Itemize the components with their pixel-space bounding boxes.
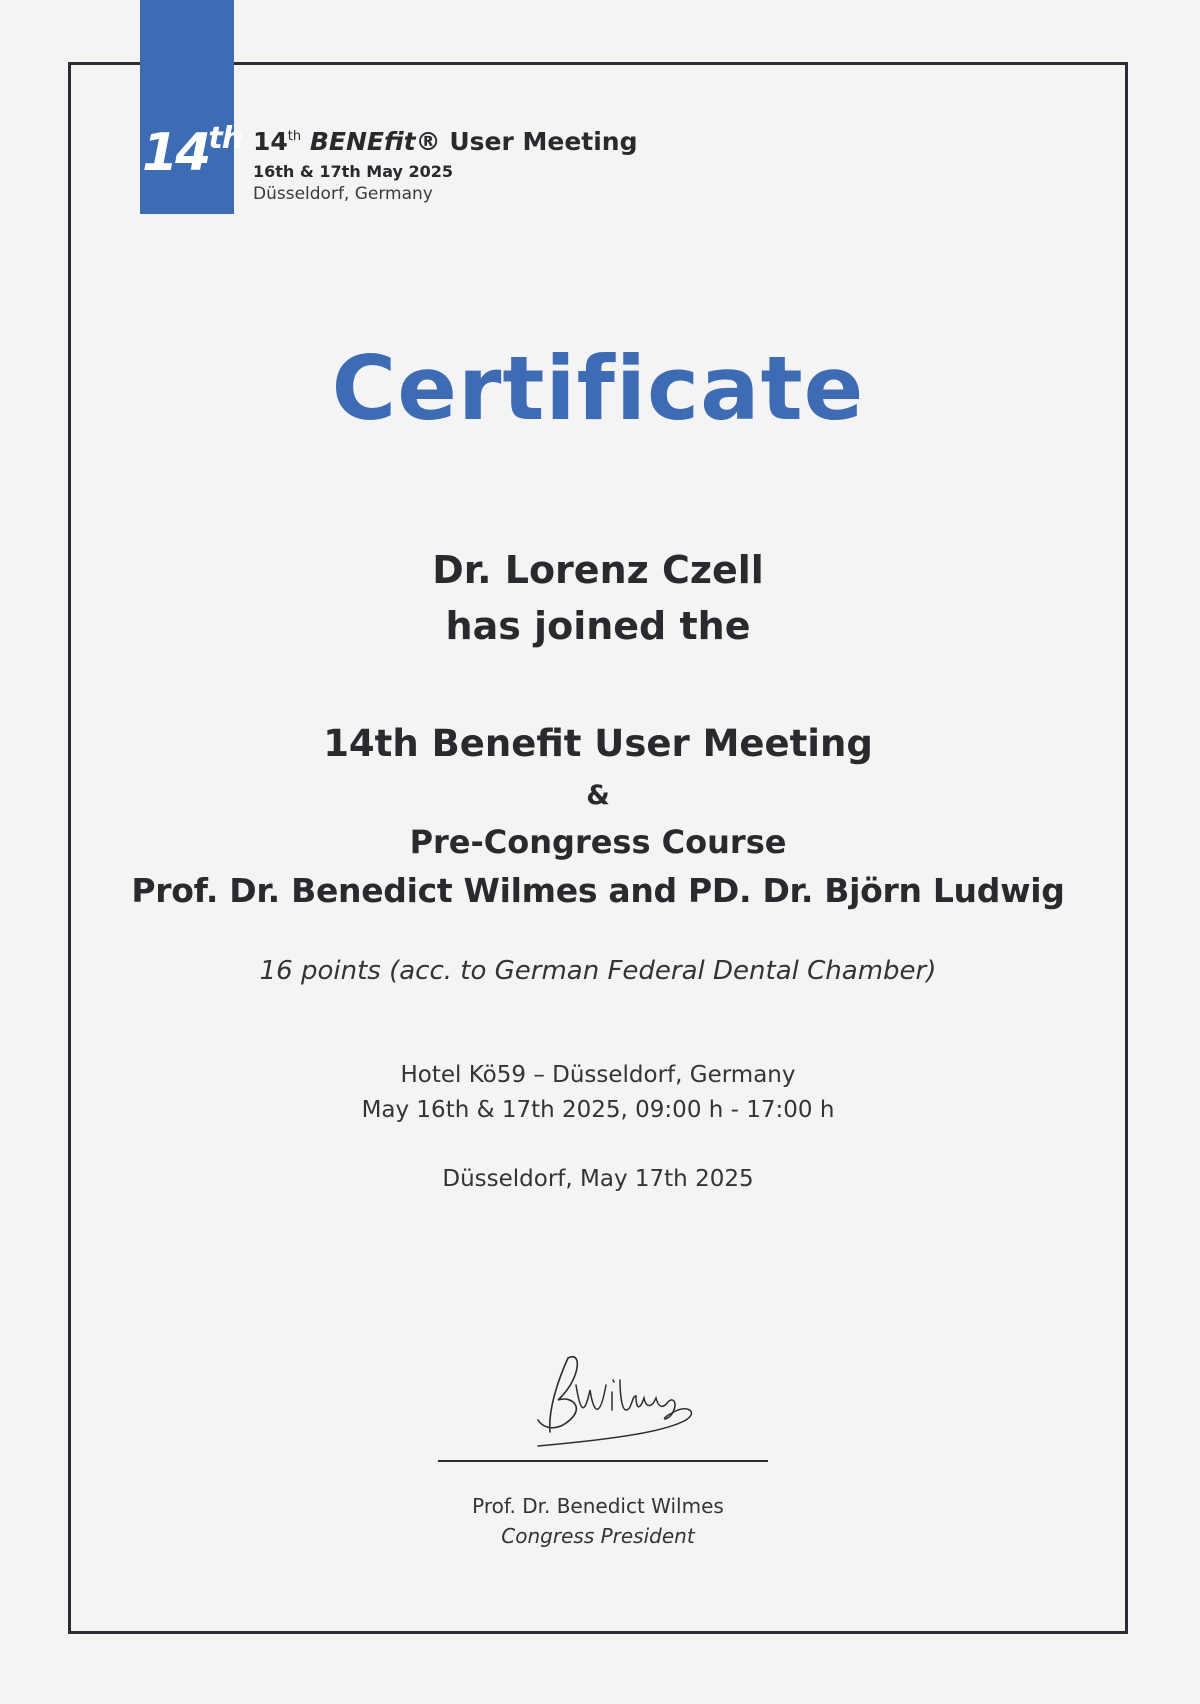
event-dates: 16th & 17th May 2025	[253, 161, 454, 181]
venue: Hotel Kö59 – Düsseldorf, Germany	[400, 1062, 796, 1088]
joined-text: has joined the	[445, 604, 751, 648]
signature-line	[438, 1460, 768, 1462]
event-header	[253, 128, 638, 204]
recipient-name: Dr. Lorenz Czell	[432, 548, 764, 592]
ampersand: &	[586, 780, 610, 811]
event-logo-badge	[140, 0, 243, 214]
event-name: 14th Benefit User Meeting	[323, 722, 873, 765]
event-location: Düsseldorf, Germany	[253, 183, 433, 204]
course-name: Pre-Congress Course	[409, 823, 787, 861]
certificate-title: Certificate	[331, 337, 865, 440]
signature-image	[528, 1340, 708, 1450]
course-lecturers: Prof. Dr. Benedict Wilmes and PD. Dr. Björn Ludwig	[131, 871, 1065, 910]
event-datetime: May 16th & 17th 2025, 09:00 h - 17:00 h	[361, 1097, 835, 1123]
cme-points: 16 points (acc. to German Federal Dental Chamber)	[259, 956, 937, 986]
signer-role: Congress President	[501, 1524, 695, 1548]
event-title: 14th BENEfit® User Meeting	[253, 127, 638, 156]
place-and-date: Düsseldorf, May 17th 2025	[442, 1166, 754, 1192]
badge-number: 14th	[142, 121, 243, 183]
signer-name: Prof. Dr. Benedict Wilmes	[472, 1494, 724, 1518]
